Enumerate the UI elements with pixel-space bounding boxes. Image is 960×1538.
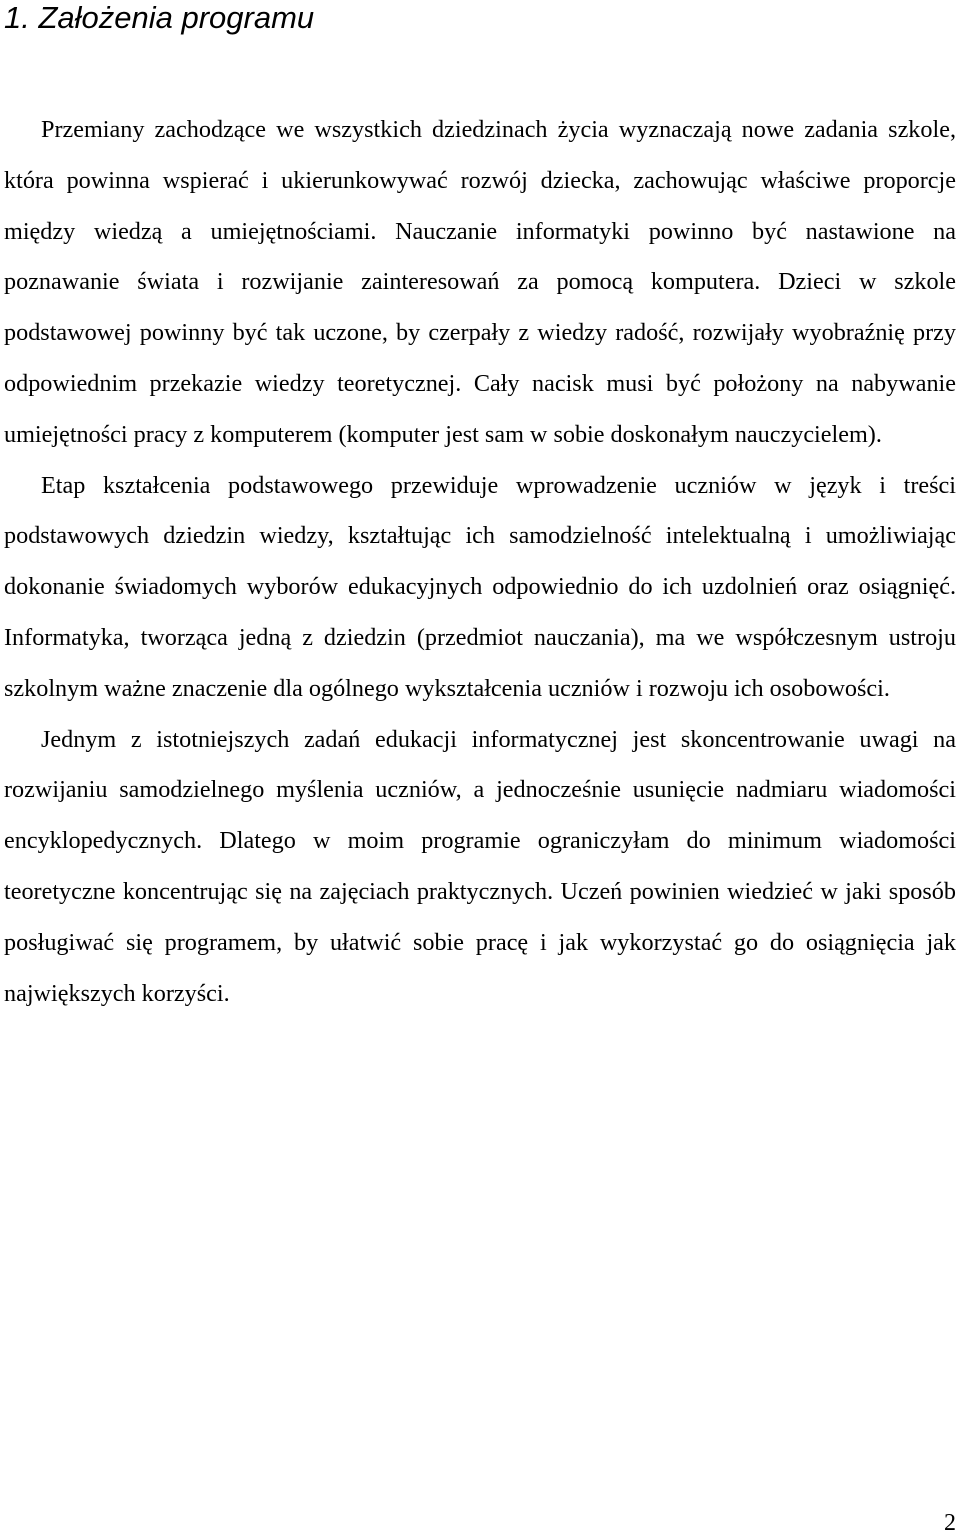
paragraph-1: Przemiany zachodzące we wszystkich dziedzinach życia wyznaczają nowe zadania szkole, która powinna wspierać i ukierunkowywać rozwój dziecka, zachowując właściwe proporcje między wiedzą a umiejętnościami. Nauczanie informatyki powinno być nastawione na poznawanie świata i rozwijanie zainteresowań za pomocą komputera. Dzieci w szkole podstawowej powinny być tak uczone, by czerpały z wiedzy radość, rozwijały wyobraźnię przy odpowiednim przekazie wiedzy teoretycznej. Cały nacisk musi być położony na nabywanie umiejętności pracy z komputerem (komputer jest sam w sobie doskonałym nauczycielem).	[4, 116, 956, 448]
page-number: 2	[944, 1510, 956, 1536]
paragraph-3: Jednym z istotniejszych zadań edukacji informatycznej jest skoncentrowanie uwagi na rozwijaniu samodzielnego myślenia uczniów, a jednocześnie usunięcie nadmiaru wiadomości encyklopedycznych. Dlatego w moim programie ograniczyłam do minimum wiadomości teoretyczne koncentrując się na zajęciach praktycznych. Uczeń powinien wiedzieć w jaki sposób posługiwać się programem, by ułatwić sobie pracę i jak wykorzystać go do osiągnięcia jak największych korzyści.	[4, 725, 956, 1007]
body-text	[4, 105, 956, 1019]
section-heading: 1. Założenia programu	[4, 0, 315, 35]
paragraph-2: Etap kształcenia podstawowego przewiduje wprowadzenie uczniów w język i treści podstawowych dziedzin wiedzy, kształtując ich samodzielność intelektualną i umożliwiając dokonanie świadomych wyborów edukacyjnych odpowiednio do ich uzdolnień oraz osiągnięć. Informatyka, tworząca jedną z dziedzin (przedmiot nauczania), ma we współczesnym ustroju szkolnym ważne znaczenie dla ogólnego wykształcenia uczniów i rozwoju ich osobowości.	[4, 471, 956, 702]
